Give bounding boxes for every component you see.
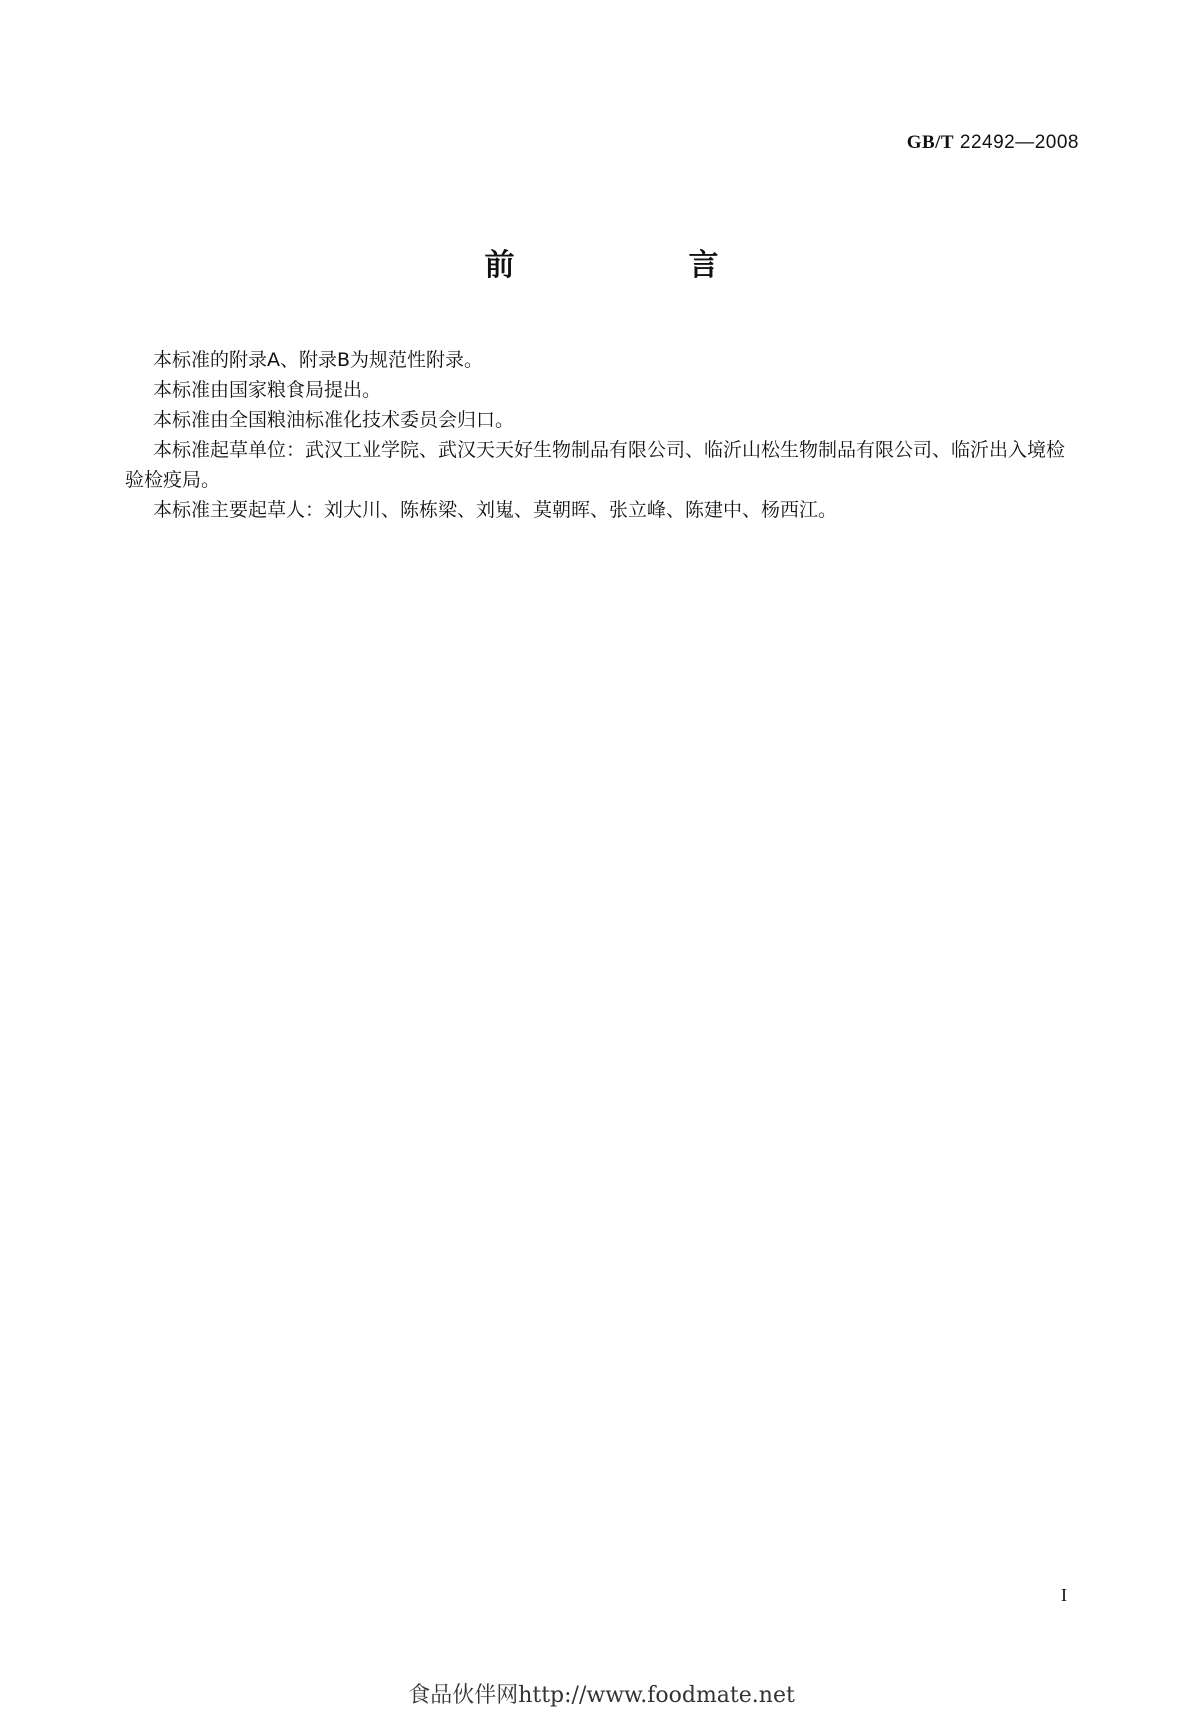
page-number: I — [1061, 1585, 1067, 1605]
paragraph-drafting-units: 本标准起草单位：武汉工业学院、武汉天天好生物制品有限公司、临沂山松生物制品有限公司、临沂出入境检验检疫局。 — [125, 439, 1066, 491]
standard-number: 22492—2008 — [959, 132, 1079, 153]
foreword-body — [125, 345, 1082, 525]
paragraph-committee: 本标准由全国粮油标准化技术委员会归口。 — [153, 409, 515, 431]
watermark-footer: 食品伙伴网http://www.foodmate.net — [408, 1683, 795, 1708]
paragraph-appendix: 本标准的附录A、附录B为规范性附录。 — [153, 349, 484, 371]
standard-prefix: GB/T — [906, 132, 955, 153]
paragraph-drafters: 本标准主要起草人：刘大川、陈栋梁、刘嵬、莫朝晖、张立峰、陈建中、杨西江。 — [153, 499, 838, 521]
paragraph-proposer: 本标准由国家粮食局提出。 — [153, 379, 382, 401]
page-title: 前 言 — [484, 248, 791, 283]
standard-code — [907, 132, 1079, 154]
